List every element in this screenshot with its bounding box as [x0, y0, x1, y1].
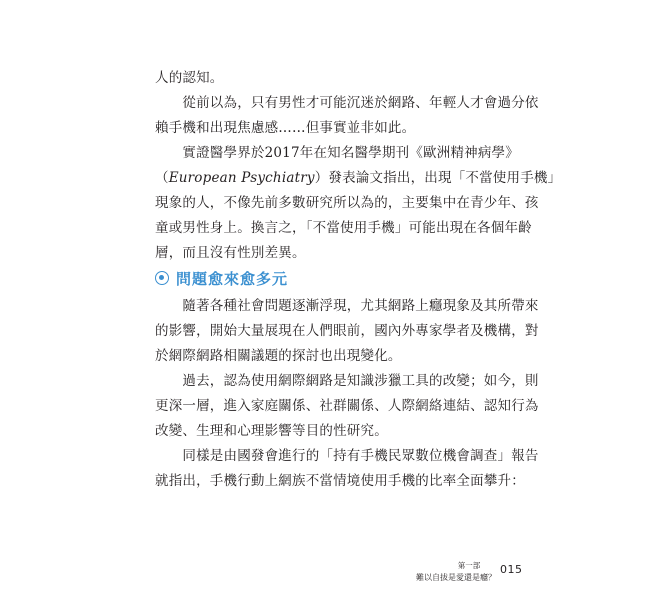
text-line: 層，而且沒有性別差異。: [155, 245, 306, 261]
paragraph-bottom: [155, 294, 539, 494]
text-line: 童或男性身上。換言之，「不當使用手機」可能出現在各個年齡: [155, 220, 532, 236]
journal-name: European Psychiatry: [168, 170, 315, 186]
section-heading-text: 問題愈來愈多元: [176, 269, 289, 288]
text-line: 就指出，手機行動上網族不當情境使用手機的比率全面攀升：: [155, 473, 525, 489]
text-line: 人的認知。: [155, 70, 224, 86]
footer-chapter-title: 難以自拔是愛還是癮？: [416, 573, 496, 582]
text-line: 從前以為，只有男性才可能沉迷於網路、年輕人才會過分依: [155, 95, 539, 111]
text-line-journal: [155, 166, 562, 191]
text-line: 隨著各種社會問題逐漸浮現，尤其網路上癮現象及其所帶來: [155, 298, 539, 314]
text-line: 實證醫學界於2017年在知名醫學期刊《歐洲精神病學》: [155, 145, 519, 161]
text-line: 賴手機和出現焦慮感……但事實並非如此。: [155, 120, 416, 136]
journal-line-rest: ）發表論文指出，出現「不當使用手機」: [314, 170, 562, 186]
text-line: 同樣是由國發會進行的「持有手機民眾數位機會調查」報告: [155, 448, 539, 464]
text-line: 於網際網路相關議題的探討也出現變化。: [155, 348, 402, 364]
section-heading: [155, 265, 288, 291]
text-line: 的影響，開始大量展現在人們眼前，國內外專家學者及機構，對: [155, 323, 539, 339]
paragraph-top: [155, 66, 562, 266]
page-number: 015: [500, 563, 523, 576]
target-bullet-icon: [155, 271, 169, 285]
text-line: 現象的人，不像先前多數研究所以為的，主要集中在青少年、孩: [155, 195, 539, 211]
paren-open: （: [155, 170, 169, 186]
text-line: 改變、生理和心理影響等目的性研究。: [155, 423, 388, 439]
text-line: 過去，認為使用網際網路是知識涉獵工具的改變；如今，則: [155, 373, 539, 389]
text-line: 更深一層，進入家庭關係、社群關係、人際網絡連結、認知行為: [155, 398, 539, 414]
footer-part-label: 第一部: [457, 561, 481, 570]
